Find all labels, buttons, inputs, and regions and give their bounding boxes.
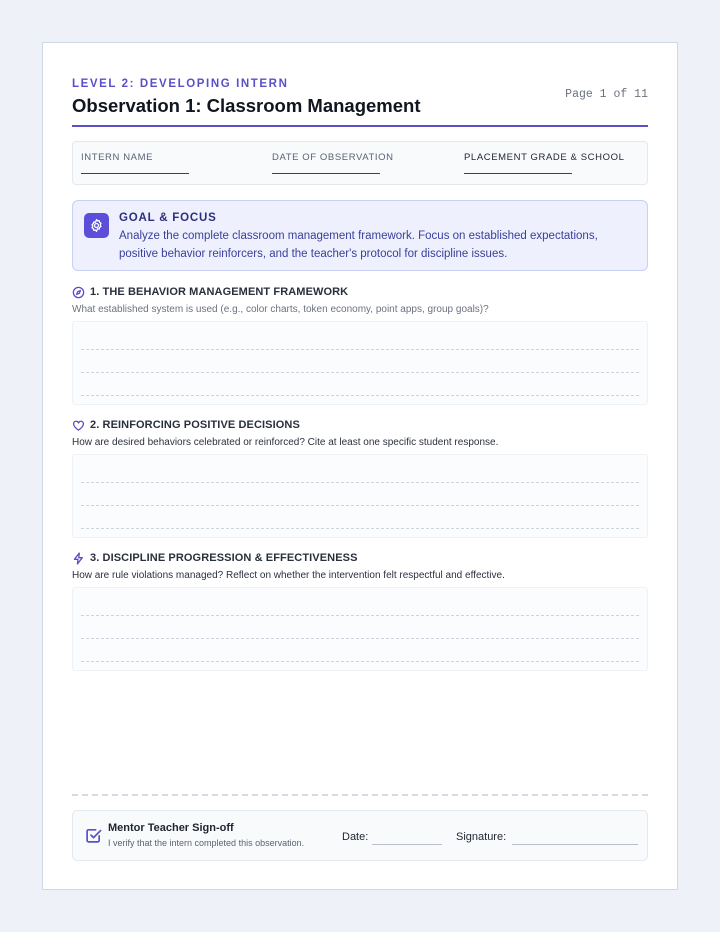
answer-line: [81, 528, 639, 529]
answer-line: [81, 505, 639, 506]
signature-line[interactable]: [512, 844, 638, 845]
section-prompt: What established system is used (e.g., color charts, token economy, point apps, group goals)?: [72, 304, 489, 315]
signoff-subtitle: I verify that the intern completed this observation.: [108, 838, 305, 848]
title-divider: [72, 125, 648, 127]
signoff-title: Mentor Teacher Sign-off: [108, 822, 234, 834]
section-prompt: How are desired behaviors celebrated or reinforced? Cite at least one specific student response.: [72, 437, 499, 448]
answer-line: [81, 482, 639, 483]
answer-area[interactable]: [72, 454, 648, 538]
checkbox-icon: [85, 827, 102, 844]
date-label: Date:: [342, 831, 369, 843]
mentor-signoff-box: [72, 810, 648, 861]
placement-label: PLACEMENT GRADE & SCHOOL: [464, 152, 625, 163]
heart-icon: [72, 419, 85, 432]
gear-icon: [84, 213, 109, 238]
intern-name-label: INTERN NAME: [81, 152, 154, 163]
section-title: 2. REINFORCING POSITIVE DECISIONS: [90, 419, 300, 431]
answer-area[interactable]: [72, 587, 648, 671]
observation-date-line[interactable]: [272, 173, 380, 174]
observation-date-label: DATE OF OBSERVATION: [272, 152, 394, 163]
level-label: LEVEL 2: DEVELOPING INTERN: [72, 78, 289, 90]
section-title: 1. THE BEHAVIOR MANAGEMENT FRAMEWORK: [90, 286, 349, 298]
answer-line: [81, 638, 639, 639]
goal-title: GOAL & FOCUS: [119, 212, 217, 224]
date-signature-line[interactable]: [372, 844, 442, 845]
section-prompt: How are rule violations managed? Reflect on whether the intervention felt respectful and effective.: [72, 570, 505, 581]
goal-focus-box: [72, 200, 648, 271]
answer-area[interactable]: [72, 321, 648, 405]
section-title: 3. DISCIPLINE PROGRESSION & EFFECTIVENESS: [90, 552, 358, 564]
page-indicator: Page 1 of 11: [565, 88, 648, 101]
answer-line: [81, 372, 639, 373]
intern-name-line[interactable]: [81, 173, 189, 174]
compass-icon: [72, 286, 85, 299]
goal-text: Analyze the complete classroom management framework. Focus on established expectations, positive behavior reinforcers, and the teacher's protocol for discipline issues.: [119, 230, 598, 260]
worksheet-page: [42, 42, 678, 890]
answer-line: [81, 661, 639, 662]
answer-line: [81, 349, 639, 350]
answer-line: [81, 615, 639, 616]
placement-line[interactable]: [464, 173, 572, 174]
intern-info-box: [72, 141, 648, 185]
signature-label: Signature:: [456, 831, 507, 843]
lightning-icon: [72, 552, 85, 565]
footer-divider: [72, 794, 648, 796]
answer-line: [81, 395, 639, 396]
page-title: Observation 1: Classroom Management: [72, 95, 421, 116]
